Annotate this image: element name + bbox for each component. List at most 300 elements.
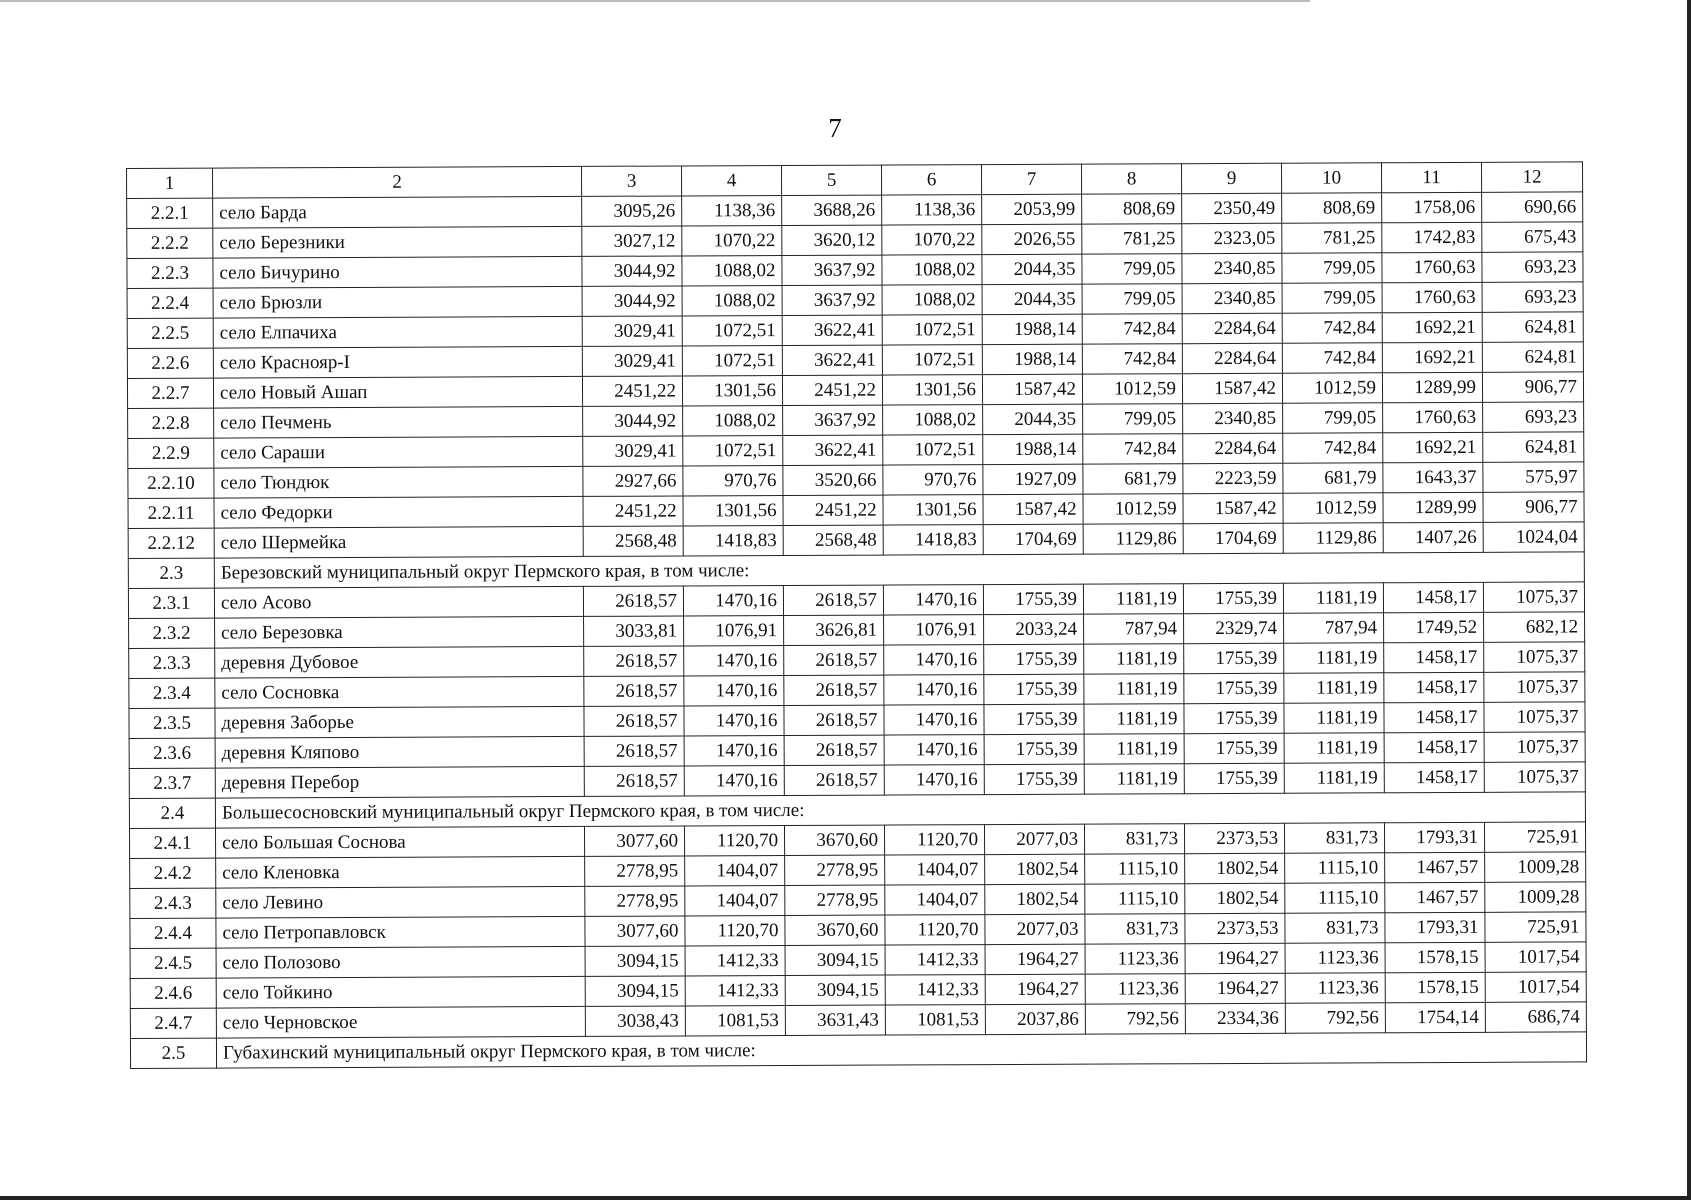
value-cell: 2451,22 bbox=[582, 376, 682, 406]
value-cell: 1081,53 bbox=[885, 1005, 985, 1035]
group-header-row bbox=[130, 1032, 1586, 1069]
value-cell: 2451,22 bbox=[782, 375, 882, 405]
value-cell: 1120,70 bbox=[685, 916, 785, 946]
row-number: 2.4.7 bbox=[130, 1008, 216, 1038]
value-cell: 1755,39 bbox=[1184, 673, 1284, 703]
value-cell: 1458,17 bbox=[1384, 642, 1484, 672]
value-cell: 1467,57 bbox=[1385, 882, 1485, 912]
value-cell: 1755,39 bbox=[983, 584, 1083, 614]
value-cell: 3622,41 bbox=[782, 315, 882, 345]
value-cell: 1181,19 bbox=[1084, 764, 1184, 794]
value-cell: 808,69 bbox=[1282, 193, 1382, 223]
value-cell: 2044,35 bbox=[983, 404, 1083, 434]
settlement-name: село Печмень bbox=[214, 406, 583, 438]
value-cell: 1120,70 bbox=[885, 915, 985, 945]
header-cell: 1 bbox=[127, 168, 213, 198]
value-cell: 1404,07 bbox=[685, 886, 785, 916]
row-number: 2.5 bbox=[130, 1038, 216, 1068]
value-cell: 1964,27 bbox=[1185, 943, 1285, 973]
value-cell: 1704,69 bbox=[1183, 523, 1283, 553]
value-cell: 1412,33 bbox=[685, 946, 785, 976]
value-cell: 2618,57 bbox=[784, 705, 884, 735]
row-number: 2.2.2 bbox=[127, 228, 213, 258]
settlement-name: село Новый Ашап bbox=[213, 376, 582, 408]
value-cell: 1181,19 bbox=[1084, 674, 1184, 704]
value-cell: 2618,57 bbox=[584, 676, 684, 706]
scan-top-line bbox=[0, 0, 1310, 2]
value-cell: 3631,43 bbox=[785, 1005, 885, 1035]
value-cell: 1407,26 bbox=[1383, 522, 1483, 552]
value-cell: 690,66 bbox=[1482, 192, 1583, 222]
value-cell: 1742,83 bbox=[1382, 222, 1482, 252]
value-cell: 1181,19 bbox=[1284, 673, 1384, 703]
value-cell: 1964,27 bbox=[985, 944, 1085, 974]
value-cell: 1470,16 bbox=[884, 765, 984, 795]
header-cell: 11 bbox=[1381, 162, 1481, 192]
value-cell: 1072,51 bbox=[882, 315, 982, 345]
value-cell: 787,94 bbox=[1284, 613, 1384, 643]
value-cell: 624,81 bbox=[1482, 312, 1583, 342]
value-cell: 2778,95 bbox=[785, 855, 885, 885]
settlement-name: село Большая Соснова bbox=[215, 826, 584, 858]
value-cell: 742,84 bbox=[1282, 343, 1382, 373]
value-cell: 2077,03 bbox=[984, 824, 1084, 854]
value-cell: 681,79 bbox=[1283, 463, 1383, 493]
settlement-name: село Петропавловск bbox=[216, 916, 585, 948]
value-cell: 1070,22 bbox=[882, 225, 982, 255]
value-cell: 3622,41 bbox=[783, 435, 883, 465]
value-cell: 1301,56 bbox=[883, 495, 983, 525]
value-cell: 693,23 bbox=[1483, 402, 1584, 432]
row-number: 2.2.10 bbox=[128, 468, 214, 498]
value-cell: 1024,04 bbox=[1483, 522, 1584, 552]
value-cell: 3094,15 bbox=[785, 945, 885, 975]
value-cell: 3044,92 bbox=[582, 286, 682, 316]
value-cell: 1755,39 bbox=[1184, 763, 1284, 793]
value-cell: 1755,39 bbox=[1184, 733, 1284, 763]
settlement-name: село Барда bbox=[213, 196, 582, 228]
value-cell: 3094,15 bbox=[585, 976, 685, 1006]
value-cell: 1802,54 bbox=[1185, 883, 1285, 913]
settlement-name: село Березники bbox=[213, 226, 582, 258]
value-cell: 792,56 bbox=[1285, 1003, 1385, 1033]
value-cell: 1072,51 bbox=[682, 316, 782, 346]
value-cell: 1301,56 bbox=[683, 496, 783, 526]
value-cell: 1458,17 bbox=[1384, 762, 1484, 792]
settlement-name: деревня Заборье bbox=[215, 706, 584, 738]
value-cell: 1755,39 bbox=[1184, 703, 1284, 733]
value-cell: 1470,16 bbox=[683, 586, 783, 616]
value-cell: 1076,91 bbox=[884, 615, 984, 645]
value-cell: 1587,42 bbox=[982, 374, 1082, 404]
value-cell: 3029,41 bbox=[583, 436, 683, 466]
value-cell: 1088,02 bbox=[882, 255, 982, 285]
header-cell: 2 bbox=[213, 166, 582, 198]
value-cell: 1587,42 bbox=[1183, 493, 1283, 523]
value-cell: 624,81 bbox=[1483, 432, 1584, 462]
value-cell: 906,77 bbox=[1483, 492, 1584, 522]
value-cell: 3029,41 bbox=[582, 316, 682, 346]
value-cell: 1643,37 bbox=[1383, 462, 1483, 492]
header-cell: 6 bbox=[881, 165, 981, 195]
value-cell: 3094,15 bbox=[785, 975, 885, 1005]
value-cell: 1755,39 bbox=[1184, 643, 1284, 673]
value-cell: 3044,92 bbox=[583, 406, 683, 436]
value-cell: 1123,36 bbox=[1285, 943, 1385, 973]
value-cell: 1802,54 bbox=[1185, 853, 1285, 883]
value-cell: 2340,85 bbox=[1183, 403, 1283, 433]
row-number: 2.2.3 bbox=[127, 258, 213, 288]
value-cell: 1301,56 bbox=[682, 376, 782, 406]
value-cell: 1072,51 bbox=[682, 346, 782, 376]
value-cell: 575,97 bbox=[1483, 462, 1584, 492]
value-cell: 1138,36 bbox=[882, 195, 982, 225]
settlement-name: деревня Дубовое bbox=[215, 646, 584, 678]
value-cell: 1470,16 bbox=[884, 645, 984, 675]
row-number: 2.3.7 bbox=[129, 768, 215, 798]
value-cell: 3626,81 bbox=[784, 615, 884, 645]
scan-right-edge bbox=[1687, 0, 1691, 1200]
group-title: Большесосновский муниципальный округ Пермского края, в том числе: bbox=[215, 792, 1585, 828]
value-cell: 2373,53 bbox=[1185, 913, 1285, 943]
value-cell: 1755,39 bbox=[984, 704, 1084, 734]
value-cell: 742,84 bbox=[1083, 434, 1183, 464]
value-cell: 1458,17 bbox=[1384, 672, 1484, 702]
value-cell: 1120,70 bbox=[684, 826, 784, 856]
row-number: 2.3.4 bbox=[129, 678, 215, 708]
value-cell: 3670,60 bbox=[785, 915, 885, 945]
value-cell: 742,84 bbox=[1082, 314, 1182, 344]
value-cell: 2778,95 bbox=[785, 885, 885, 915]
value-cell: 1072,51 bbox=[683, 436, 783, 466]
row-number: 2.3.6 bbox=[129, 738, 215, 768]
row-number: 2.2.9 bbox=[128, 438, 214, 468]
value-cell: 1988,14 bbox=[982, 344, 1082, 374]
value-cell: 1017,54 bbox=[1485, 972, 1586, 1002]
value-cell: 2329,74 bbox=[1184, 613, 1284, 643]
value-cell: 1120,70 bbox=[884, 825, 984, 855]
value-cell: 2618,57 bbox=[784, 765, 884, 795]
value-cell: 1081,53 bbox=[685, 1006, 785, 1036]
value-cell: 2223,59 bbox=[1183, 463, 1283, 493]
value-cell: 1470,16 bbox=[884, 735, 984, 765]
row-number: 2.4.2 bbox=[130, 858, 216, 888]
value-cell: 1793,31 bbox=[1385, 912, 1485, 942]
value-cell: 1802,54 bbox=[985, 884, 1085, 914]
value-cell: 1964,27 bbox=[985, 974, 1085, 1004]
row-number: 2.3 bbox=[128, 558, 214, 588]
value-cell: 742,84 bbox=[1283, 433, 1383, 463]
value-cell: 1404,07 bbox=[885, 885, 985, 915]
value-cell: 1470,16 bbox=[884, 675, 984, 705]
settlement-name: село Сосновка bbox=[215, 676, 584, 708]
value-cell: 2284,64 bbox=[1182, 313, 1282, 343]
row-number: 2.2.5 bbox=[127, 318, 213, 348]
settlement-name: село Краснояр-I bbox=[213, 346, 582, 378]
value-cell: 831,73 bbox=[1084, 824, 1184, 854]
value-cell: 2334,36 bbox=[1185, 1003, 1285, 1033]
value-cell: 1587,42 bbox=[1182, 373, 1282, 403]
settlement-name: село Черновское bbox=[216, 1006, 585, 1038]
value-cell: 1129,86 bbox=[1283, 523, 1383, 553]
value-cell: 1115,10 bbox=[1085, 854, 1185, 884]
value-cell: 3670,60 bbox=[784, 825, 884, 855]
value-cell: 3622,41 bbox=[782, 345, 882, 375]
value-cell: 1760,63 bbox=[1382, 282, 1482, 312]
value-cell: 1181,19 bbox=[1084, 734, 1184, 764]
value-cell: 1458,17 bbox=[1384, 702, 1484, 732]
value-cell: 2037,86 bbox=[985, 1004, 1085, 1034]
value-cell: 1115,10 bbox=[1085, 884, 1185, 914]
value-cell: 1088,02 bbox=[683, 406, 783, 436]
value-cell: 742,84 bbox=[1082, 344, 1182, 374]
value-cell: 787,94 bbox=[1084, 614, 1184, 644]
value-cell: 3520,66 bbox=[783, 465, 883, 495]
value-cell: 1458,17 bbox=[1384, 732, 1484, 762]
row-number: 2.2.1 bbox=[127, 198, 213, 228]
value-cell: 906,77 bbox=[1482, 372, 1583, 402]
value-cell: 2451,22 bbox=[783, 495, 883, 525]
settlement-name: село Асово bbox=[214, 586, 583, 618]
value-cell: 2618,57 bbox=[784, 735, 884, 765]
settlement-name: село Бичурино bbox=[213, 256, 582, 288]
value-cell: 2618,57 bbox=[584, 736, 684, 766]
value-cell: 1458,17 bbox=[1383, 582, 1483, 612]
value-cell: 1012,59 bbox=[1082, 374, 1182, 404]
value-cell: 1181,19 bbox=[1283, 583, 1383, 613]
value-cell: 1012,59 bbox=[1282, 373, 1382, 403]
value-cell: 2053,99 bbox=[982, 194, 1082, 224]
value-cell: 2033,24 bbox=[984, 614, 1084, 644]
value-cell: 2778,95 bbox=[585, 856, 685, 886]
value-cell: 2044,35 bbox=[982, 254, 1082, 284]
value-cell: 1412,33 bbox=[885, 945, 985, 975]
value-cell: 3038,43 bbox=[585, 1006, 685, 1036]
settlement-name: село Березовка bbox=[215, 616, 584, 648]
value-cell: 1181,19 bbox=[1084, 644, 1184, 674]
value-cell: 3637,92 bbox=[782, 255, 882, 285]
value-cell: 624,81 bbox=[1482, 342, 1583, 372]
value-cell: 1470,16 bbox=[684, 736, 784, 766]
value-cell: 2618,57 bbox=[583, 586, 683, 616]
value-cell: 1470,16 bbox=[684, 646, 784, 676]
value-cell: 1755,39 bbox=[984, 764, 1084, 794]
row-number: 2.2.6 bbox=[127, 348, 213, 378]
value-cell: 2568,48 bbox=[783, 525, 883, 555]
value-cell: 1749,52 bbox=[1384, 612, 1484, 642]
value-cell: 682,12 bbox=[1484, 612, 1585, 642]
value-cell: 799,05 bbox=[1082, 284, 1182, 314]
value-cell: 1755,39 bbox=[984, 734, 1084, 764]
value-cell: 781,25 bbox=[1082, 224, 1182, 254]
settlement-name: село Федорки bbox=[214, 496, 583, 528]
settlement-name: село Шермейка bbox=[214, 526, 583, 558]
value-cell: 2778,95 bbox=[585, 886, 685, 916]
value-cell: 3620,12 bbox=[782, 225, 882, 255]
value-cell: 2026,55 bbox=[982, 224, 1082, 254]
value-cell: 2927,66 bbox=[583, 466, 683, 496]
value-cell: 2618,57 bbox=[584, 766, 684, 796]
row-number: 2.3.5 bbox=[129, 708, 215, 738]
settlement-name: село Полозово bbox=[216, 946, 585, 978]
value-cell: 2373,53 bbox=[1184, 823, 1284, 853]
row-number: 2.3.1 bbox=[128, 588, 214, 618]
value-cell: 1123,36 bbox=[1085, 944, 1185, 974]
value-cell: 3637,92 bbox=[783, 405, 883, 435]
value-cell: 1988,14 bbox=[983, 434, 1083, 464]
value-cell: 3637,92 bbox=[782, 285, 882, 315]
value-cell: 1088,02 bbox=[682, 256, 782, 286]
value-cell: 1470,16 bbox=[684, 676, 784, 706]
value-cell: 3077,60 bbox=[585, 916, 685, 946]
value-cell: 1012,59 bbox=[1283, 493, 1383, 523]
value-cell: 1115,10 bbox=[1285, 883, 1385, 913]
value-cell: 1418,83 bbox=[883, 525, 983, 555]
row-number: 2.2.4 bbox=[127, 288, 213, 318]
row-number: 2.2.8 bbox=[128, 408, 214, 438]
value-cell: 970,76 bbox=[883, 465, 983, 495]
value-cell: 1578,15 bbox=[1385, 972, 1485, 1002]
row-number: 2.2.12 bbox=[128, 528, 214, 558]
value-cell: 781,25 bbox=[1282, 223, 1382, 253]
value-cell: 2350,49 bbox=[1182, 193, 1282, 223]
header-cell: 5 bbox=[781, 165, 881, 195]
header-cell: 9 bbox=[1181, 163, 1281, 193]
value-cell: 1076,91 bbox=[684, 616, 784, 646]
value-cell: 831,73 bbox=[1085, 914, 1185, 944]
value-cell: 1123,36 bbox=[1085, 974, 1185, 1004]
value-cell: 686,74 bbox=[1485, 1002, 1586, 1032]
value-cell: 1115,10 bbox=[1285, 853, 1385, 883]
table-body bbox=[127, 162, 1587, 1069]
value-cell: 1470,16 bbox=[684, 766, 784, 796]
value-cell: 1181,19 bbox=[1084, 704, 1184, 734]
value-cell: 1075,37 bbox=[1484, 732, 1585, 762]
value-cell: 3027,12 bbox=[582, 226, 682, 256]
value-cell: 2044,35 bbox=[982, 284, 1082, 314]
settlement-name: деревня Перебор bbox=[215, 766, 584, 798]
value-cell: 1404,07 bbox=[885, 855, 985, 885]
value-cell: 2568,48 bbox=[583, 526, 683, 556]
value-cell: 1760,63 bbox=[1383, 402, 1483, 432]
value-cell: 1088,02 bbox=[682, 286, 782, 316]
header-cell: 3 bbox=[581, 166, 681, 196]
value-cell: 2340,85 bbox=[1182, 283, 1282, 313]
row-number: 2.3.3 bbox=[129, 648, 215, 678]
value-cell: 799,05 bbox=[1082, 254, 1182, 284]
settlement-name: село Левино bbox=[216, 886, 585, 918]
value-cell: 808,69 bbox=[1082, 194, 1182, 224]
settlement-name: село Тюндюк bbox=[214, 466, 583, 498]
value-cell: 3033,81 bbox=[584, 616, 684, 646]
value-cell: 1289,99 bbox=[1383, 492, 1483, 522]
value-cell: 1009,28 bbox=[1485, 882, 1586, 912]
value-cell: 1009,28 bbox=[1485, 852, 1586, 882]
value-cell: 1181,19 bbox=[1284, 763, 1384, 793]
value-cell: 2618,57 bbox=[784, 675, 884, 705]
value-cell: 799,05 bbox=[1083, 404, 1183, 434]
value-cell: 1181,19 bbox=[1284, 733, 1384, 763]
value-cell: 675,43 bbox=[1482, 222, 1583, 252]
value-cell: 1760,63 bbox=[1382, 252, 1482, 282]
value-cell: 799,05 bbox=[1283, 403, 1383, 433]
value-cell: 1758,06 bbox=[1382, 192, 1482, 222]
header-cell: 4 bbox=[681, 166, 781, 196]
value-cell: 1075,37 bbox=[1484, 672, 1585, 702]
value-cell: 1467,57 bbox=[1385, 852, 1485, 882]
row-number: 2.4 bbox=[129, 798, 215, 828]
settlement-name: село Елпачиха bbox=[213, 316, 582, 348]
row-number: 2.2.11 bbox=[128, 498, 214, 528]
value-cell: 2340,85 bbox=[1182, 253, 1282, 283]
settlement-name: село Сараши bbox=[214, 436, 583, 468]
settlement-name: село Тойкино bbox=[216, 976, 585, 1008]
settlement-name: село Брюзли bbox=[213, 286, 582, 318]
value-cell: 3077,60 bbox=[584, 826, 684, 856]
value-cell: 1088,02 bbox=[882, 285, 982, 315]
value-cell: 1412,33 bbox=[885, 975, 985, 1005]
value-cell: 2618,57 bbox=[783, 585, 883, 615]
value-cell: 1793,31 bbox=[1384, 822, 1484, 852]
value-cell: 2077,03 bbox=[985, 914, 1085, 944]
value-cell: 1470,16 bbox=[684, 706, 784, 736]
value-cell: 1181,19 bbox=[1284, 703, 1384, 733]
value-cell: 725,91 bbox=[1485, 912, 1586, 942]
value-cell: 1289,99 bbox=[1382, 372, 1482, 402]
value-cell: 1017,54 bbox=[1485, 942, 1586, 972]
value-cell: 3044,92 bbox=[582, 256, 682, 286]
value-cell: 799,05 bbox=[1282, 253, 1382, 283]
value-cell: 1988,14 bbox=[982, 314, 1082, 344]
value-cell: 1181,19 bbox=[1284, 643, 1384, 673]
value-cell: 1138,36 bbox=[682, 196, 782, 226]
value-cell: 2618,57 bbox=[584, 646, 684, 676]
settlement-name: деревня Кляпово bbox=[215, 736, 584, 768]
value-cell: 1755,39 bbox=[1183, 583, 1283, 613]
value-cell: 693,23 bbox=[1482, 282, 1583, 312]
value-cell: 1755,39 bbox=[984, 644, 1084, 674]
value-cell: 3029,41 bbox=[582, 346, 682, 376]
value-cell: 1412,33 bbox=[685, 976, 785, 1006]
value-cell: 1075,37 bbox=[1484, 642, 1585, 672]
value-cell: 970,76 bbox=[683, 466, 783, 496]
value-cell: 831,73 bbox=[1285, 913, 1385, 943]
value-cell: 792,56 bbox=[1085, 1004, 1185, 1034]
value-cell: 1470,16 bbox=[884, 705, 984, 735]
value-cell: 1692,21 bbox=[1382, 342, 1482, 372]
value-cell: 831,73 bbox=[1284, 823, 1384, 853]
value-cell: 1075,37 bbox=[1483, 582, 1584, 612]
value-cell: 3095,26 bbox=[582, 196, 682, 226]
value-cell: 1129,86 bbox=[1083, 524, 1183, 554]
group-title: Березовский муниципальный округ Пермского края, в том числе: bbox=[214, 552, 1584, 588]
scan-bottom-edge bbox=[0, 1196, 1691, 1200]
row-number: 2.3.2 bbox=[129, 618, 215, 648]
row-number: 2.4.4 bbox=[130, 918, 216, 948]
value-cell: 1181,19 bbox=[1083, 584, 1183, 614]
value-cell: 1070,22 bbox=[682, 226, 782, 256]
row-number: 2.4.3 bbox=[130, 888, 216, 918]
value-cell: 1072,51 bbox=[882, 345, 982, 375]
value-cell: 1964,27 bbox=[1185, 973, 1285, 1003]
value-cell: 1404,07 bbox=[685, 856, 785, 886]
value-cell: 1123,36 bbox=[1285, 973, 1385, 1003]
header-cell: 7 bbox=[981, 164, 1081, 194]
header-cell: 8 bbox=[1081, 164, 1181, 194]
value-cell: 725,91 bbox=[1484, 822, 1585, 852]
header-cell: 12 bbox=[1481, 162, 1582, 192]
value-cell: 3688,26 bbox=[782, 195, 882, 225]
